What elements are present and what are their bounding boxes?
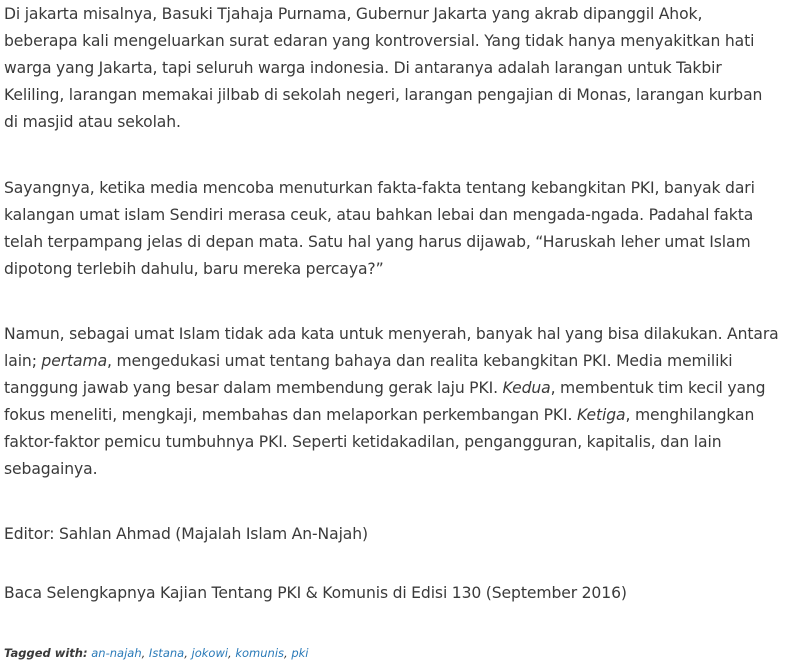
emphasis-kedua: Kedua	[502, 379, 551, 397]
text-line	[4, 348, 779, 375]
text-segment: tanggung jawab yang besar dalam membendung gerak laju PKI.	[4, 379, 503, 397]
text-line: warga yang Jakarta, tapi seluruh warga indonesia. Di antaranya adalah larangan untuk Takbir	[4, 59, 722, 77]
emphasis-pertama: pertama	[41, 352, 108, 370]
paragraph-solutions	[4, 321, 779, 483]
text-line: Baca Selengkapnya Kajian Tentang PKI & Komunis di Edisi 130 (September 2016)	[4, 584, 627, 602]
text-line: dipotong terlebih dahulu, baru mereka percaya?”	[4, 260, 384, 278]
text-line: kalangan umat islam Sendiri merasa ceuk, atau bahkan lebai dan mengada-ngada. Padahal fakta	[4, 206, 754, 224]
tag-separator: ,	[284, 646, 292, 660]
text-line: faktor-faktor pemicu tumbuhnya PKI. Seperti ketidakadilan, pengangguran, kapitalis, dan lain	[4, 433, 722, 451]
tag-link-istana[interactable]: Istana	[148, 646, 185, 660]
tags-row	[4, 645, 309, 661]
text-line: Namun, sebagai umat Islam tidak ada kata untuk menyerah, banyak hal yang bisa dilakukan. Antara	[4, 325, 779, 343]
tags-label: Tagged with:	[4, 646, 88, 660]
tag-separator: ,	[228, 646, 236, 660]
emphasis-ketiga: Ketiga	[576, 406, 626, 424]
read-more-note	[4, 580, 627, 607]
text-segment: fokus meneliti, mengkaji, membahas dan melaporkan perkembangan PKI.	[4, 406, 577, 424]
text-segment: , membentuk tim kecil yang	[550, 379, 766, 397]
text-line: Di jakarta misalnya, Basuki Tjahaja Purnama, Gubernur Jakarta yang akrab dipanggil Ahok,	[4, 5, 703, 23]
text-line: Sayangnya, ketika media mencoba menuturkan fakta-fakta tentang kebangkitan PKI, banyak dari	[4, 179, 755, 197]
tag-link-an-najah[interactable]: an-najah	[91, 646, 142, 660]
tag-link-jokowi[interactable]: jokowi	[191, 646, 229, 660]
tag-separator: ,	[184, 646, 192, 660]
tag-link-pki[interactable]: pki	[291, 646, 309, 660]
tag-separator: ,	[141, 646, 149, 660]
text-line: di masjid atau sekolah.	[4, 113, 181, 131]
text-line	[4, 375, 779, 402]
paragraph-ahok	[4, 1, 762, 136]
paragraph-media	[4, 175, 755, 283]
text-line: Editor: Sahlan Ahmad (Majalah Islam An-Najah)	[4, 525, 369, 543]
text-line: beberapa kali mengeluarkan surat edaran yang kontroversial. Yang tidak hanya menyakitkan hati	[4, 32, 755, 50]
text-segment: , menghilangkan	[625, 406, 755, 424]
text-line	[4, 402, 779, 429]
text-segment: , mengedukasi umat tentang bahaya dan realita kebangkitan PKI. Media memiliki	[107, 352, 733, 370]
text-line: telah terpampang jelas di depan mata. Satu hal yang harus dijawab, “Haruskah leher umat Islam	[4, 233, 751, 251]
text-segment: lain;	[4, 352, 42, 370]
tag-link-komunis[interactable]: komunis	[235, 646, 285, 660]
editor-credit	[4, 521, 368, 548]
text-line: sebagainya.	[4, 460, 98, 478]
text-line: Keliling, larangan memakai jilbab di sekolah negeri, larangan pengajian di Monas, larangan kurban	[4, 86, 763, 104]
